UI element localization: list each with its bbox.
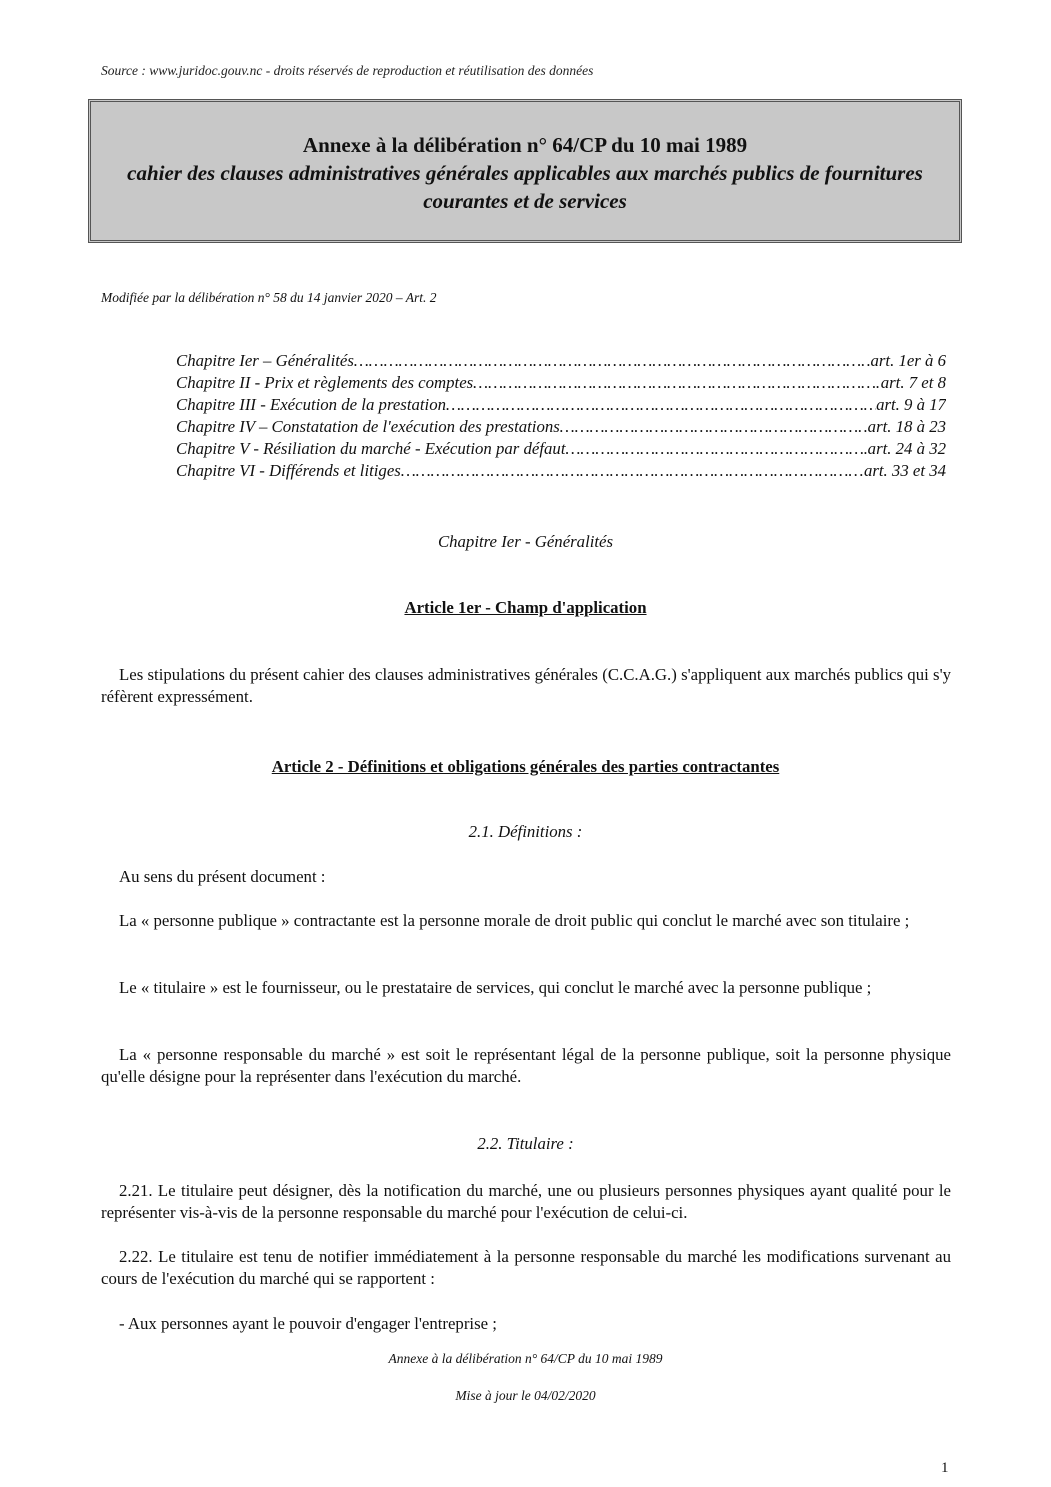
article-1-heading: Article 1er - Champ d'application xyxy=(404,598,647,617)
toc-entry[interactable] xyxy=(176,372,946,394)
source-line: Source : www.juridoc.gouv.nc - droits réservés de reproduction et réutilisation des données xyxy=(101,63,594,78)
footer-reference: Annexe à la délibération n° 64/CP du 10 mai 1989 xyxy=(388,1351,663,1366)
page-number: 1 xyxy=(941,1460,949,1476)
toc-entry-title: Chapitre IV – Constatation de l'exécution des prestations xyxy=(176,417,560,436)
document-title: Annexe à la délibération n° 64/CP du 10 mai 1989 xyxy=(302,133,748,157)
toc-entry-articles: art. 7 et 8 xyxy=(880,373,946,392)
toc-entry[interactable] xyxy=(176,350,946,372)
bullet-item: - Aux personnes ayant le pouvoir d'engager l'entreprise ; xyxy=(119,1314,497,1333)
article-2-heading: Article 2 - Définitions et obligations générales des parties contractantes xyxy=(271,757,780,776)
toc-entry-title: Chapitre Ier – Généralités xyxy=(176,351,354,370)
section-2-2-heading: 2.2. Titulaire : xyxy=(477,1134,574,1153)
paragraph-personne-responsable: La « personne responsable du marché » est soit le représentant légal de la personne publique, soit la personne physique qu'elle désigne pour la représenter dans l'exécution du marché. xyxy=(101,1045,951,1086)
toc-entry[interactable] xyxy=(176,438,946,460)
toc-entry-articles: art. 18 à 23 xyxy=(867,417,946,436)
toc-leader xyxy=(560,416,868,438)
toc-entry-title: Chapitre V - Résiliation du marché - Exécution par défaut xyxy=(176,439,566,458)
toc-leader xyxy=(354,350,871,372)
paragraph-personne-publique: La « personne publique » contractante est la personne morale de droit public qui conclut le marché avec son titulaire ; xyxy=(119,911,910,930)
modified-note: Modifiée par la délibération n° 58 du 14 janvier 2020 – Art. 2 xyxy=(101,290,437,305)
paragraph-titulaire: Le « titulaire » est le fournisseur, ou le prestataire de services, qui conclut le marché avec la personne publique ; xyxy=(119,978,872,997)
section-2-1-heading: 2.1. Définitions : xyxy=(468,822,583,841)
toc-entry-articles: art. 9 à 17 xyxy=(876,395,946,414)
toc-leader xyxy=(401,460,864,482)
toc-entry-title: Chapitre III - Exécution de la prestation xyxy=(176,395,446,414)
title-box xyxy=(88,99,962,243)
toc-leader xyxy=(565,438,867,460)
toc-entry-articles: art. 33 et 34 xyxy=(863,461,946,480)
article-1-text: Les stipulations du présent cahier des clauses administratives générales (C.C.A.G.) s'appliquent aux marchés publics qui s'y réfèrent expressément. xyxy=(101,665,951,706)
toc-entry[interactable] xyxy=(176,394,946,416)
toc-entry-title: Chapitre VI - Différends et litiges xyxy=(176,461,401,480)
toc-entry[interactable] xyxy=(176,460,946,482)
chapter-title: Chapitre Ier - Généralités xyxy=(437,532,614,551)
document-subtitle: cahier des clauses administratives générales applicables aux marchés publics de fournitures courantes et de services xyxy=(127,161,923,213)
footer-update-date: Mise à jour le 04/02/2020 xyxy=(455,1388,596,1403)
toc-entry[interactable] xyxy=(176,416,946,438)
toc-entry-title: Chapitre II - Prix et règlements des comptes xyxy=(176,373,474,392)
toc-leader xyxy=(446,394,876,416)
toc-leader xyxy=(473,372,881,394)
paragraph-2-22: 2.22. Le titulaire est tenu de notifier immédiatement à la personne responsable du marché les modifications survenant au cours de l'exécution du marché qui se rapportent : xyxy=(101,1247,951,1288)
toc-entry-articles: art. 24 à 32 xyxy=(867,439,946,458)
paragraph-2-21: 2.21. Le titulaire peut désigner, dès la notification du marché, une ou plusieurs personnes physiques ayant qualité pour le représenter vis-à-vis de la personne responsable du marché pour l'exécution de celui-ci. xyxy=(101,1181,951,1222)
toc-entry-articles: art. 1er à 6 xyxy=(870,351,946,370)
table-of-contents xyxy=(176,350,946,482)
paragraph-intro: Au sens du présent document : xyxy=(119,867,326,886)
